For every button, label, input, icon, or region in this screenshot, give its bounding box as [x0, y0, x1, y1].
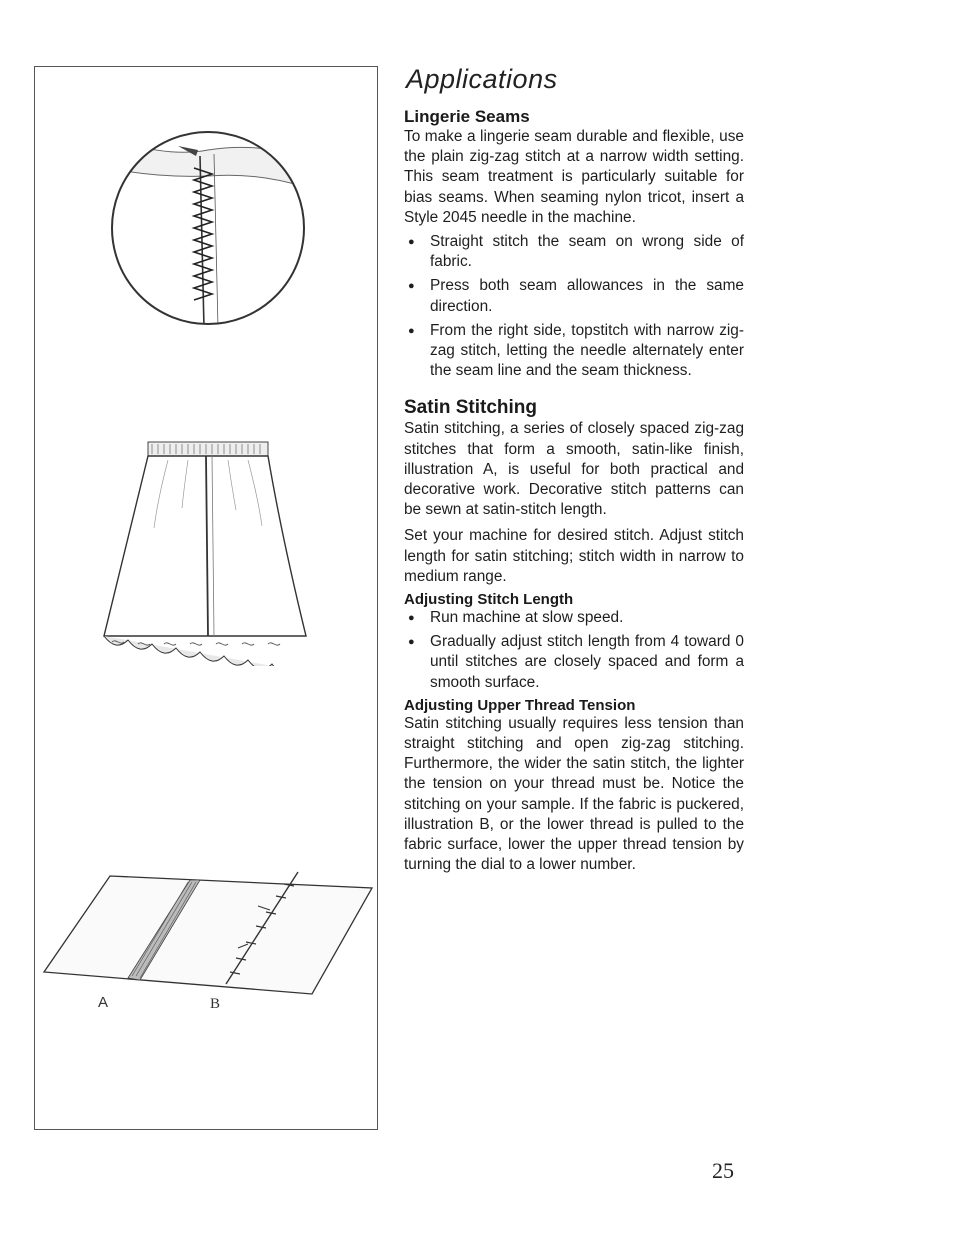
page-title: Applications	[406, 64, 558, 94]
stitch-length-steps	[404, 608, 744, 693]
satin-stitching-intro: Satin stitching, a series of closely spaced zig-zag stitches that form a smooth, satin-like finish, illustration A, is useful for both practical and decorative work. Decorative stitch patterns can be sewn at satin-stitch length.	[404, 420, 744, 519]
satin-stitching-setup: Set your machine for desired stitch. Adjust stitch length for satin stitching; stitch width in narrow to medium range.	[404, 527, 744, 585]
text-column	[404, 64, 744, 876]
list-item: ● Gradually adjust stitch length from 4 toward 0 until stitches are closely spaced and form a smooth surface.	[408, 633, 744, 691]
lingerie-seams-steps	[404, 232, 744, 381]
list-item: ● Press both seam allowances in the same direction.	[408, 277, 744, 315]
illustration-label-b: B	[210, 996, 221, 1012]
adjusting-stitch-length-heading: Adjusting Stitch Length	[404, 591, 574, 609]
lingerie-seam-closeup-illustration	[108, 128, 308, 328]
lingerie-seams-heading: Lingerie Seams	[404, 107, 530, 126]
thread-tension-text: Satin stitching usually requires less tension than straight stitching and open zig-zag stitching. Furthermore, the wider the satin stitch, the lighter the tension on your thread must be. Notice the stitching on your sample. If the fabric is puckered, illustration B, or the lower thread is pulled to the fabric surface, lower the upper thread tension by turning the dial to a lower number.	[404, 714, 744, 874]
satin-stitching-heading: Satin Stitching	[404, 397, 537, 419]
list-item: ● Straight stitch the seam on wrong side of fabric.	[408, 233, 744, 271]
lingerie-seams-intro: To make a lingerie seam durable and flexible, use the plain zig-zag stitch at a narrow width setting. This seam treatment is particularly suitable for bias seams. When seaming nylon tricot, insert a Style 2045 needle in the machine.	[404, 128, 744, 226]
satin-stitch-samples-illustration	[40, 868, 376, 1000]
half-slip-illustration	[98, 438, 312, 666]
illustration-label-a: A	[98, 994, 109, 1011]
adjusting-upper-thread-tension-heading: Adjusting Upper Thread Tension	[404, 696, 636, 714]
page-number: 25	[712, 1158, 734, 1183]
list-item: ● From the right side, topstitch with narrow zig-zag stitch, letting the needle alternately enter the seam line and the seam thickness.	[408, 321, 744, 380]
list-item: ● Run machine at slow speed.	[408, 609, 624, 627]
